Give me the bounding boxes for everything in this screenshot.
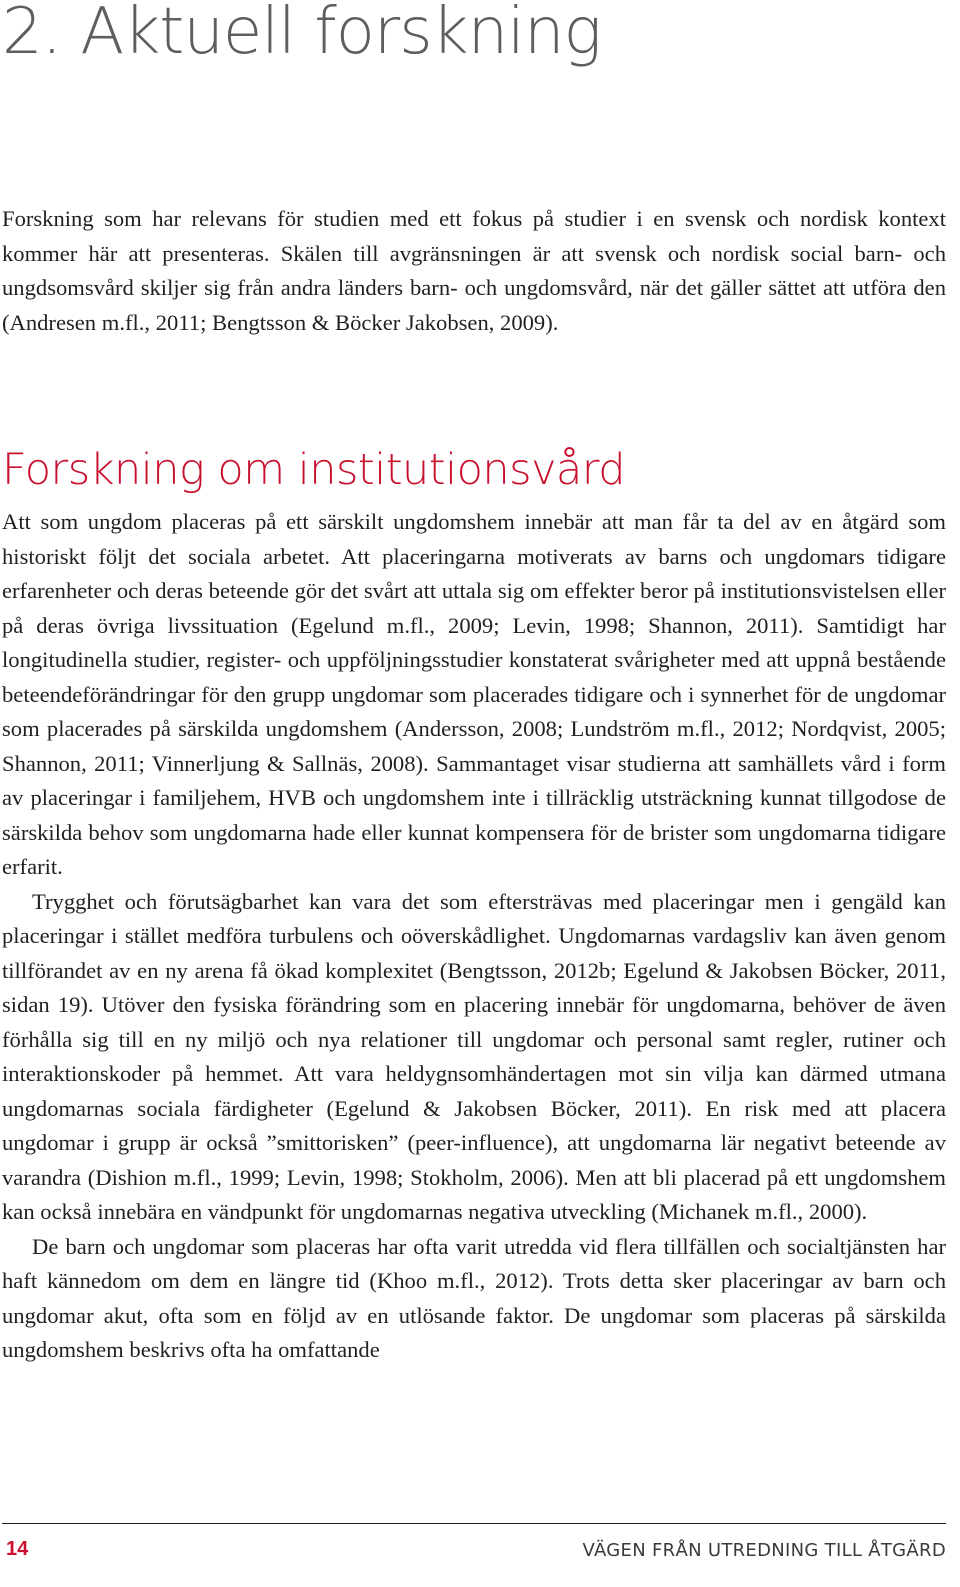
body-paragraph: Att som ungdom placeras på ett särskilt ungdomshem innebär att man får ta del av en åtgärd som historiskt följt det sociala arbetet. Att placeringarna motiverats av barns och ungdomars tidigare erfarenheter och deras beteende gör det svårt att uttala sig om effekter beror på institutionsvistelsen eller på deras övriga livssituation (Egelund m.fl., 2009; Levin, 1998; Shannon, 2011). Samtidigt har longitudinella studier, register- och uppföljningsstudier konstaterat svårigheter med att uppnå bestående beteendeförändringar för den grupp ungdomar som placerades tidigare och i synnerhet för de ungdomar som placerades på särskilda ungdomshem (Andersson, 2008; Lundström m.fl., 2012; Nordqvist, 2005; Shannon, 2011; Vinnerljung & Sallnäs, 2008). Sammantaget visar studierna att samhällets vård i form av placeringar i familjehem, HVB och ungdomshem inte i tillräcklig utsträckning kunnat tillgodose de särskilda behov som ungdomarna hade eller kunnat kompensera för de brister som ungdomarna tidigare erfarit. xyxy=(2,509,946,879)
body-paragraph: Trygghet och förutsägbarhet kan vara det som eftersträvas med placeringar men i gengäld kan placeringar i stället medföra turbulens och oöverskådlighet. Ungdomarnas vardagsliv kan även genom tillförandet av en ny arena få ökad komplexitet (Bengtsson, 2012b; Egelund & Jakobsen Böcker, 2011, sidan 19). Utöver den fysiska förändring som en placering innebär för ungdomarna, behöver de även förhålla sig till en ny miljö och nya relationer till ungdomar och personal samt regler, rutiner och interaktionskoder på hemmet. Att vara heldygnsomhändertagen mot sin vilja kan därmed utmana ungdomarnas sociala färdigheter (Egelund & Jakobsen Böcker, 2011). En risk med att placera ungdomar i grupp är också ”smittorisken” (peer-influence), att ungdomarna lär negativt beteende av varandra (Dishion m.fl., 1999; Levin, 1998; Stokholm, 2006). Men att bli placerad på ett ungdomshem kan också innebära en vändpunkt för ungdomarnas negativa utveckling (Michanek m.fl., 2000). xyxy=(2,888,946,1224)
running-title: VÄGEN FRÅN UTREDNING TILL ÅTGÄRD xyxy=(582,1540,946,1561)
section-heading: Forskning om institutionsvård xyxy=(2,445,626,495)
page-number: 14 xyxy=(6,1538,29,1560)
body-paragraph: De barn och ungdomar som placeras har ofta varit utredda vid flera tillfällen och socialtjänsten har haft kännedom om dem en längre tid (Khoo m.fl., 2012). Trots detta sker placeringar av barn och ungdomar akut, ofta som en följd av en utlösande faktor. De ungdomar som placeras på särskilda ungdomshem beskrivs ofta ha omfattande xyxy=(2,1233,946,1362)
section-body xyxy=(2,505,946,1368)
chapter-title: 2. Aktuell forskning xyxy=(2,0,601,69)
intro-paragraph: Forskning som har relevans för studien med ett fokus på studier i en svensk och nordisk kontext kommer här att presenteras. Skälen till avgränsningen är att svensk och nordisk social barn- och ungdsomsvård skiljer sig från andra länders barn- och ungdomsvård, när det gäller sättet att utföra den (Andresen m.fl., 2011; Bengtsson & Böcker Jakobsen, 2009). xyxy=(2,206,946,335)
footer-divider xyxy=(2,1523,946,1524)
